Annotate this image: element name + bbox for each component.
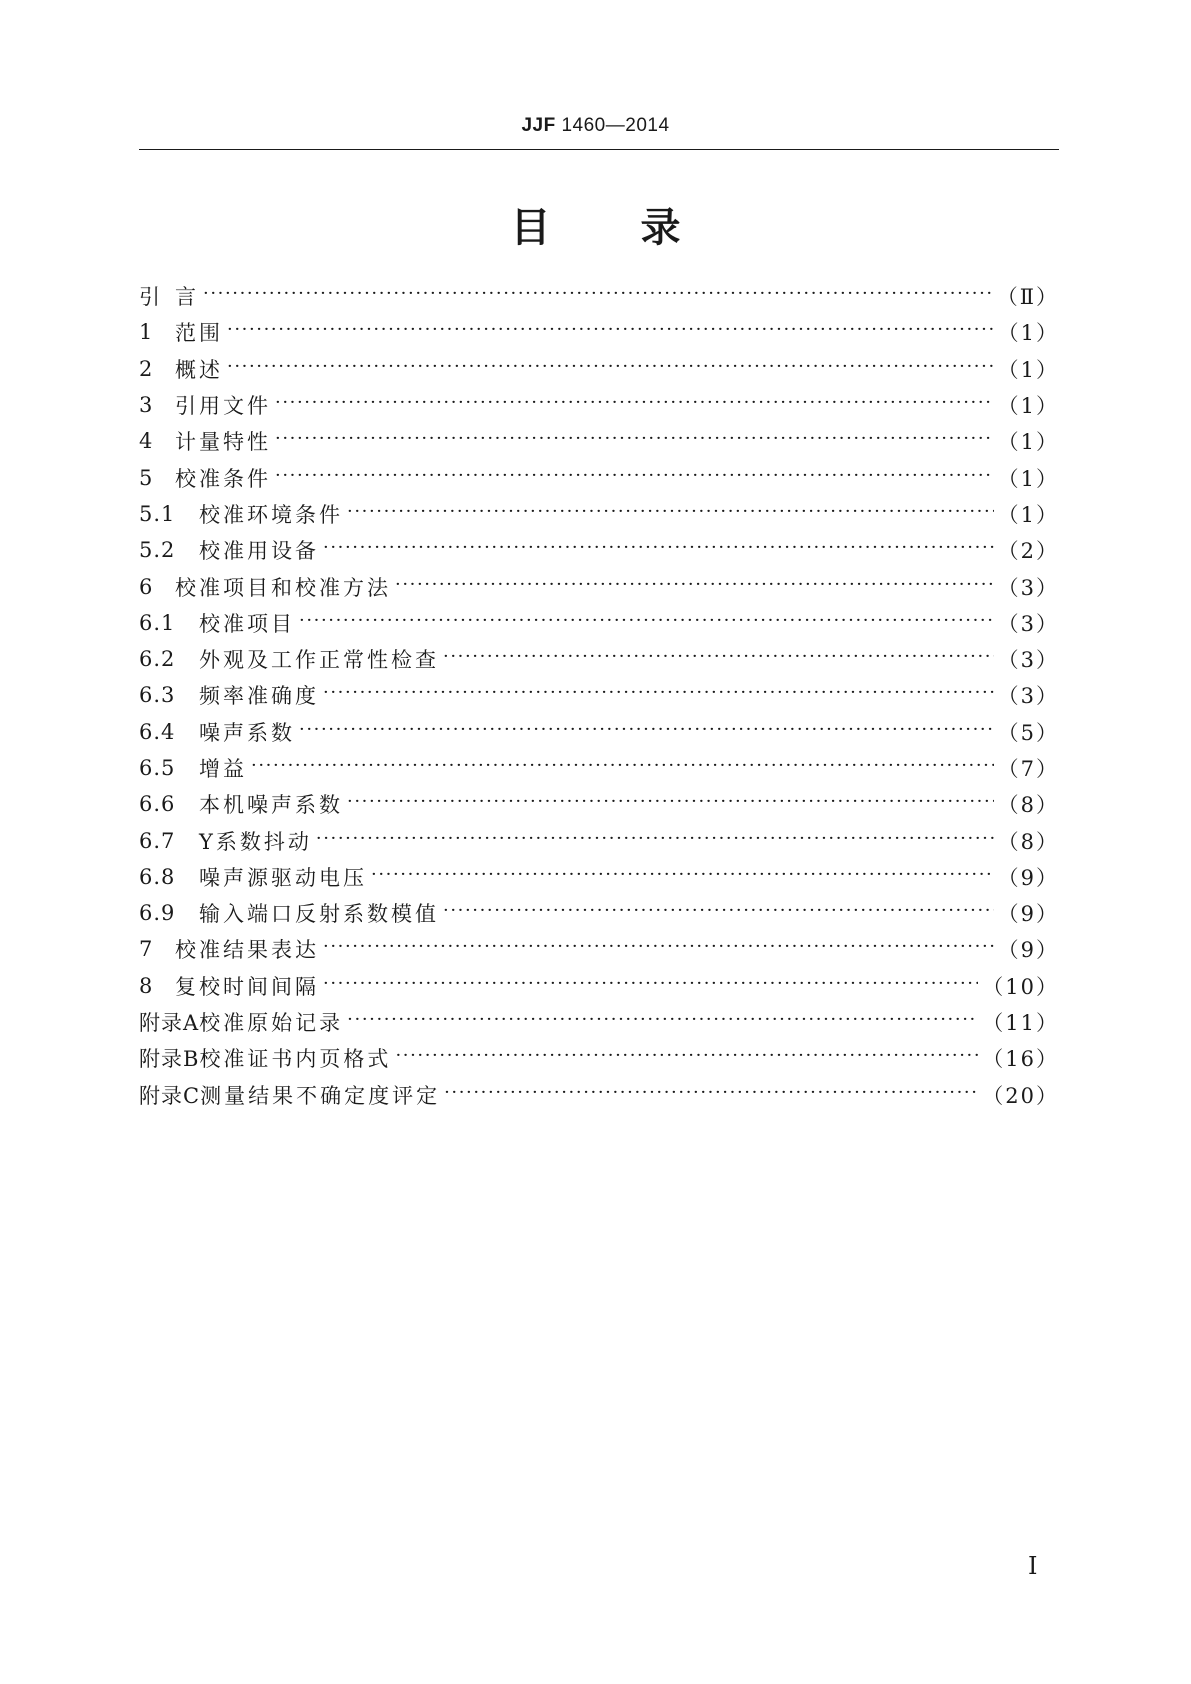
toc-item-number: 6.1 (139, 610, 176, 635)
toc-item-6-6[interactable] (139, 786, 1059, 822)
toc-item-number: 2 (139, 356, 154, 381)
toc-item-label: 频率准确度 (199, 684, 319, 709)
toc-leader-dots (347, 1011, 978, 1033)
page-title-char-2: 录 (640, 205, 681, 251)
toc-leader-dots (203, 285, 993, 307)
toc-item-page: （3） (997, 611, 1059, 636)
toc-item-6-4[interactable] (139, 714, 1059, 750)
toc-item-label: 测量结果不确定度评定 (200, 1083, 441, 1108)
toc-item-label: 引用文件 (175, 394, 271, 419)
toc-item-page: （8） (997, 793, 1059, 818)
toc-item-number: 6.3 (139, 683, 176, 708)
toc-item-number: 1 (139, 320, 154, 345)
toc-item-number: 附录B (139, 1047, 200, 1072)
toc-item-page: （1） (997, 502, 1059, 527)
toc-item-number: 6.8 (139, 864, 176, 889)
toc-leader-dots (347, 793, 994, 815)
toc-item-label: 校准原始记录 (199, 1011, 344, 1036)
toc-item-label: 概述 (175, 357, 223, 382)
toc-item-page: （11） (982, 1011, 1059, 1036)
toc-item-number: 6 (139, 574, 154, 599)
toc-leader-dots (275, 394, 994, 416)
toc-item-label: 外观及工作正常性检查 (199, 648, 439, 673)
toc-item-appendix-c[interactable] (139, 1077, 1059, 1113)
toc-leader-dots (395, 576, 994, 598)
toc-item-page: （1） (997, 430, 1059, 455)
toc-item-label: 校准项目 (199, 611, 295, 636)
toc-leader-dots (275, 467, 994, 489)
toc-item-number: 附录A (139, 1011, 200, 1036)
toc-leader-dots (443, 902, 994, 924)
toc-item-page: （20） (982, 1083, 1059, 1108)
toc-item-number: 5.2 (139, 538, 176, 563)
toc-item-foreword[interactable] (139, 278, 1059, 314)
toc-leader-dots (299, 612, 994, 634)
toc-item-number: 6.6 (139, 792, 176, 817)
toc-item-6-7[interactable] (139, 822, 1059, 858)
toc-item-label: 校准条件 (175, 466, 271, 491)
toc-item-page: （9） (997, 938, 1059, 963)
toc-item-label: 校准环境条件 (199, 502, 343, 527)
toc-item-page: （1） (997, 357, 1059, 382)
toc-leader-dots (444, 1084, 978, 1106)
toc-item-label: Y系数抖动 (199, 829, 312, 854)
toc-item-3[interactable] (139, 387, 1059, 423)
toc-item-number: 6.4 (139, 719, 176, 744)
toc-item-page: （3） (997, 684, 1059, 709)
toc-item-number: 6.5 (139, 756, 176, 780)
toc-item-2[interactable] (139, 351, 1059, 387)
toc-item-label: 校准项目和校准方法 (175, 575, 391, 600)
toc-item-label: 输入端口反射系数模值 (199, 902, 439, 927)
toc-item-page: （9） (997, 902, 1059, 927)
toc-item-number: 8 (139, 973, 154, 998)
toc-item-label: 校准证书内页格式 (199, 1047, 392, 1072)
toc-item-page: （9） (997, 865, 1059, 890)
toc-item-5-2[interactable] (139, 532, 1059, 568)
toc-leader-dots (323, 684, 994, 706)
toc-item-label: 校准用设备 (199, 539, 319, 564)
toc-item-6-5[interactable] (139, 750, 1059, 786)
toc-item-label: 言 (175, 285, 199, 310)
toc-item-page: （1） (997, 321, 1059, 346)
toc-item-6-3[interactable] (139, 677, 1059, 713)
toc-leader-dots (323, 539, 994, 561)
toc-item-number: 5 (139, 465, 154, 490)
toc-item-8[interactable] (139, 968, 1059, 1004)
toc-item-4[interactable] (139, 423, 1059, 459)
toc-item-1[interactable] (139, 314, 1059, 350)
toc-item-5-1[interactable] (139, 496, 1059, 532)
toc-item-page: （16） (982, 1047, 1059, 1072)
toc-item-7[interactable] (139, 931, 1059, 967)
toc-item-page: （1） (997, 466, 1059, 491)
toc-item-label: 范围 (175, 321, 223, 346)
toc-item-number: 附录C (139, 1083, 201, 1108)
toc-item-number: 5.1 (139, 501, 176, 526)
toc-item-label: 复校时间间隔 (175, 974, 319, 999)
table-of-contents (139, 278, 1059, 1113)
page-title-char-1: 目 (510, 205, 551, 251)
toc-item-label: 校准结果表达 (175, 938, 319, 963)
toc-item-page: （8） (997, 829, 1059, 854)
toc-leader-dots (395, 1047, 978, 1069)
document-code-number: 1460—2014 (555, 115, 670, 136)
toc-item-6-8[interactable] (139, 859, 1059, 895)
toc-item-page: （1） (997, 394, 1059, 419)
toc-item-page: （10） (982, 974, 1059, 999)
toc-item-6-2[interactable] (139, 641, 1059, 677)
document-code-prefix: JJF (521, 115, 556, 136)
toc-leader-dots (443, 648, 994, 670)
toc-leader-dots (275, 430, 994, 452)
toc-item-number: 3 (139, 393, 154, 418)
toc-item-number: 引 (139, 285, 161, 310)
toc-item-6[interactable] (139, 568, 1059, 604)
toc-item-page: （3） (997, 575, 1059, 600)
toc-item-6-9[interactable] (139, 895, 1059, 931)
toc-leader-dots (316, 830, 994, 852)
toc-leader-dots (227, 358, 994, 380)
toc-item-label: 增益 (199, 757, 247, 781)
toc-item-label: 计量特性 (175, 430, 271, 455)
toc-item-appendix-a[interactable] (139, 1004, 1059, 1040)
toc-item-page: （3） (997, 648, 1059, 673)
toc-item-page: （2） (997, 539, 1059, 564)
header-divider (139, 149, 1059, 150)
document-code (0, 115, 1191, 137)
toc-item-label: 本机噪声系数 (199, 793, 343, 818)
toc-leader-dots (299, 721, 994, 743)
toc-item-page: （5） (997, 720, 1059, 745)
toc-item-number: 7 (139, 937, 154, 962)
toc-leader-dots (347, 503, 994, 525)
toc-item-6-1[interactable] (139, 605, 1059, 641)
toc-leader-dots (227, 321, 994, 343)
toc-leader-dots (251, 757, 994, 779)
toc-item-label: 噪声系数 (199, 720, 295, 745)
toc-leader-dots (323, 975, 978, 997)
page-number: Ⅰ (1028, 1552, 1038, 1580)
toc-item-number: 4 (139, 429, 154, 454)
page-title (0, 196, 1191, 253)
toc-leader-dots (323, 938, 994, 960)
toc-item-page: （7） (997, 757, 1059, 781)
toc-item-number: 6.2 (139, 647, 176, 672)
toc-item-5[interactable] (139, 459, 1059, 495)
toc-item-number: 6.7 (139, 828, 176, 853)
toc-item-label: 噪声源驱动电压 (199, 865, 367, 890)
toc-item-number: 6.9 (139, 901, 176, 926)
toc-leader-dots (371, 866, 994, 888)
toc-item-page: （Ⅱ） (996, 285, 1059, 310)
toc-item-appendix-b[interactable] (139, 1040, 1059, 1076)
